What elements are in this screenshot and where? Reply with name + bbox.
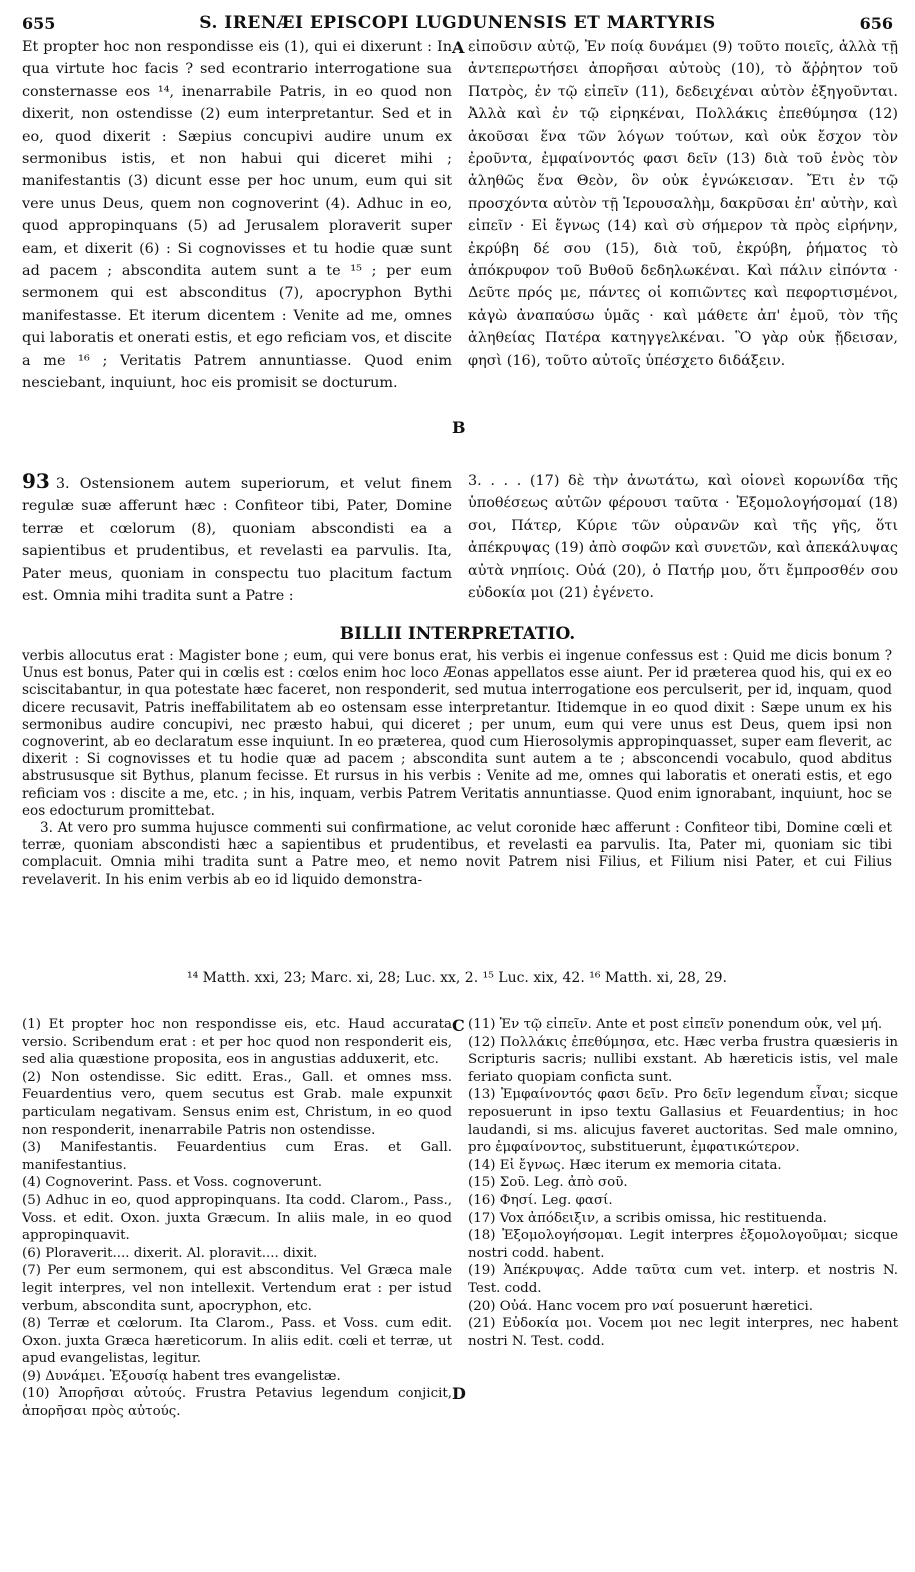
note-item: (13) Ἐμφαίνοντός φασι δεῖν. Pro δεῖν legendum εἶναι; sicque reposuerunt in ipso textu Gallasius et Feuardentius; in hoc laudandi, si ms. alicujus faveret auctoritas. Sed male omnino, pro ἐμφαίνοντος, substituerunt, ἐμφατικώτερον. — [468, 1087, 898, 1156]
note-item: (9) Δυνάμει. Ἐξουσίᾳ habent tres evangelistæ. — [22, 1368, 341, 1384]
note-item: (11) Ἐν τῷ εἰπεῖν. Ante et post εἰπεῖν ponendum οὐκ, vel μή. — [468, 1017, 883, 1032]
billii-interpretation — [22, 648, 892, 889]
note-item: (12) Πολλάκις ἐπεθύμησα, etc. Hæc verba frustra quæsieris in Scripturis sacris; nullibi exstant. Ab hæreticis istis, vel male feriato quopiam conficta sunt. — [468, 1034, 898, 1085]
note-item: (10) Ἀπορῆσαι αὐτούς. Frustra Petavius legendum conjicit, ἀπορῆσαι πρὸς αὐτούς. — [22, 1386, 452, 1420]
note-item: (7) Per eum sermonem, qui est absconditus. Vel Græca male legit interpres, vel non intellexit. Vertendum erat : per istud verbum, abscondita sunt, apocryphon, etc. — [22, 1263, 452, 1314]
notes-left-column — [22, 1016, 452, 1421]
greek-text-column-2 — [468, 470, 898, 604]
greek-paragraph-1: εἰποῦσιν αὐτῷ, Ἐν ποίᾳ δυνάμει (9) τοῦτο ποιεῖς, ἀλλὰ τῇ ἀντεπερωτήσει ἀπορῆσαι αὐτοὺς (10), τὸ ἄῤῥητον τοῦ Πατρὸς, ἐν τῷ εἰπεῖν (11), δεδειχέναι αὐτὸν ἐξηγοῦνται. Ἀλλὰ καὶ ἐν τῷ εἰρηκέναι, Πολλάκις ἐπεθύμησα (12) ἀκοῦσαι ἕνα τῶν λόγων τούτων, καὶ οὐκ ἔσχον τὸν ἐροῦντα, ἐμφαίνοντός φασι δεῖν (13) διὰ τοῦ ἑνὸς τὸν ἀληθῶς ἕνα Θεὸν, ὃν οὐκ ἐγνώκεισαν. Ἔτι ἐν τῷ προσχόντα αὐτὸν τῇ Ἱερουσαλὴμ, δακρῦσαι ἐπ' αὐτὴν, καὶ εἰπεῖν · Εἰ ἔγνως (14) καὶ σὺ σήμερον τὰ πρὸς εἰρήνην, ἐκρύβη δέ σου (15), διὰ τοῦ, ἐκρύβη, ῥήματος τὸ ἀπόκρυφον τοῦ Βυθοῦ δεδηλωκέναι. Καὶ πάλιν εἰπόντα · Δεῦτε πρός με, πάντες οἱ κοπιῶντες καὶ πεφορτισμένοι, κἀγὼ ἀναπαύσω ὑμᾶς · καὶ μάθετε ἀπ' ἐμοῦ, τὸν τῆς ἀληθείας Πατέρα κατηγγελκέναι. Ὃ γὰρ οὐκ ᾔδεισαν, φησὶ (16), τοῦτο αὐτοῖς ὑπέσχετο διδάξειν. — [468, 39, 898, 369]
running-title: S. IRENÆI EPISCOPI LUGDUNENSIS ET MARTYRIS — [199, 13, 716, 33]
latin-paragraph-2 — [22, 470, 452, 607]
note-item: (3) Manifestantis. Feuardentius cum Eras. et Gall. manifestantius. — [22, 1140, 452, 1173]
scripture-references: ¹⁴ Matth. xxi, 23; Marc. xi, 28; Luc. xx, 2. ¹⁵ Luc. xix, 42. ¹⁶ Matth. xi, 28, 29. — [187, 970, 727, 986]
latin-text-column-2 — [22, 470, 452, 607]
note-item: (6) Ploraverit.... dixerit. Al. ploravit.... dixit. — [22, 1245, 318, 1261]
note-item: (14) Εἰ ἔγνως. Hæc iterum ex memoria citata. — [468, 1157, 782, 1173]
greek-text-column-1 — [468, 36, 898, 372]
note-item: (18) Ἐξομολογήσομαι. Legit interpres ἐξομολογοῦμαι; sicque nostri codd. habent. — [468, 1228, 898, 1261]
note-item: (20) Οὐά. Hanc vocem pro ναί posuerunt hæretici. — [468, 1298, 814, 1314]
note-item: (8) Terræ et cœlorum. Ita Clarom., Pass. et Voss. cum edit. Oxon. juxta Græca hæreticorum. In aliis edit. cœli et terræ, ut apud evangelistas, legitur. — [22, 1316, 452, 1367]
page-number-right: 656 — [859, 13, 893, 33]
margin-marker-b: B — [452, 418, 466, 437]
note-item: (15) Σοῦ. Leg. ἀπὸ σοῦ. — [468, 1175, 628, 1191]
note-item: (5) Adhuc in eo, quod appropinquans. Ita codd. Clarom., Pass., Voss. et edit. Oxon. juxta Græcum. In aliis male, in eo quod appropinquavit. — [22, 1192, 452, 1244]
section-number: 93 — [22, 469, 50, 493]
margin-marker-a: A — [452, 38, 465, 57]
latin-paragraph-1: Et propter hoc non respondisse eis (1), qui ei dixerunt : In qua virtute hoc facis ? sed econtrario interrogatione sua consternasse eos ¹⁴, inenarrabile Patris, in eo quod non dixerit, non ostendisse (2) eum interpretantur. Sed et in eo, quod dixerit : Sæpius concupivi audire unum ex sermonibus istis, et non habui qui diceret mihi ; manifestantis (3) dicunt esse per hoc unum, eum qui sit vere unus Deus, quem non cognoverint (4). Adhuc in eo, quod appropinquans (5) ad Jerusalem ploraverit super eam, et dixerit (6) : Si cognovisses et tu hodie quæ sunt ad pacem ; abscondita autem sunt a te ¹⁵ ; per eum sermonem qui est absconditus (7), apocryphon Bythi manifestasse. Et iterum dicentem : Venite ad me, omnes qui laboratis et onerati estis, et ego reficiam vos, et discite a me ¹⁶ ; Veritatis Patrem annuntiasse. Quod enim nesciebant, inquiunt, hoc eis promisit se docturum. — [22, 39, 452, 392]
note-item: (19) Ἀπέκρυψας. Adde ταῦτα cum vet. interp. et nostris N. Test. codd. — [468, 1263, 898, 1296]
note-item: (17) Vox ἀπόδειξιν, a scribis omissa, hic restituenda. — [468, 1210, 827, 1226]
margin-marker-d: D — [452, 1384, 466, 1403]
note-item: (16) Φησί. Leg. φασί. — [468, 1192, 613, 1208]
billii-paragraph-1: verbis allocutus erat : Magister bone ; eum, qui vere bonus erat, his verbis ei ingenue confessus est : Quid me dicis bonum ? Unus est bonus, Pater qui in cœlis est : cœlos enim hoc loco Æonas appellatos esse aiunt. Per id præterea quod his, qui ex eo sciscitabantur, in qua potestate hæc faceret, non responderit, sed mutua interrogatione eos perculserit, per id, inquam, quod dicere recusavit, Patris ineffabilitatem ab eo ostensam esse interpretantur. Itidemque in eo quod dixit : Sæpe unum ex his sermonibus audire concupivi, nec præsto habui, qui diceret ; per unum, eum qui vere unus est Deus, quem ipsi non cognoverint, ab eo declaratum esse inquiunt. In eo præterea, quod cum Hierosolymis appropinquasset, super eam fleverit, ac dixerit : Si cognovisses et tu hodie quæ ad pacem ; abscondita sunt autem a te ; absconcendi vocabulo, quod abditus abstrususque sit Bythus, planum fecisse. Et rursus in his verbis : Venite ad me, omnes qui laboratis et onerati estis, et ego reficiam vos : discite a me, etc. ; in his, inquam, verbis Patrem Veritatis annuntiasse. Quod enim ignorabant, inquiunt, hoc se eos edocturum promittebat. — [22, 648, 892, 819]
page-number-left: 655 — [22, 13, 56, 33]
latin-text-column-1 — [22, 36, 452, 395]
note-item: (4) Cognoverint. Pass. et Voss. cognoverunt. — [22, 1175, 323, 1191]
notes-right-column — [468, 1016, 898, 1350]
note-item: (1) Et propter hoc non respondisse eis, etc. Haud accurata versio. Scribendum erat : et per hoc quod non responderit eis, sed alia quæstione proposita, eos in angustias adduxerit, etc. — [22, 1017, 452, 1068]
greek-paragraph-2: 3. . . . (17) δὲ τὴν ἀνωτάτω, καὶ οἱονεὶ κορωνίδα τῆς ὑποθέσεως αὐτῶν φέρουσι ταῦτα · Ἐξομολογήσομαί (18) σοι, Πάτερ, Κύριε τῶν οὐρανῶν καὶ τῆς γῆς, ὅτι ἀπέκρυψας (19) ἀπὸ σοφῶν καὶ συνετῶν, καὶ ἀπεκάλυψας αὐτὰ νηπίοις. Οὐά (20), ὁ Πατήρ μου, ὅτι ἔμπροσθέν σου εὐδοκία μοι (21) ἐγένετο. — [468, 473, 898, 602]
billii-paragraph-2: 3. At vero pro summa hujusce commenti sui confirmatione, ac velut coronide hæc afferunt : Confiteor tibi, Domine cœli et terræ, quoniam abscondisti hæc a sapientibus et prudentibus, et revelasti ea parvulis. Ita, Pater mi, quoniam sic tibi complacuit. Omnia mihi tradita sunt a Patre meo, et nemo novit Patrem nisi Filius, et Filium nisi Pater, et cui Filius revelaverit. In his enim verbis ab eo id liquido demonstra- — [22, 820, 892, 888]
page-header — [22, 10, 893, 36]
margin-marker-c: C — [452, 1016, 465, 1035]
latin-paragraph-2-text: 3. Ostensionem autem superiorum, et velut finem regulæ suæ afferunt hæc : Confiteor tibi, Pater, Domine terræ et cœlorum (8), quoniam abscondisti ea a sapientibus et prudentibus, et revelasti ea parvulis. Ita, Pater meus, quoniam in conspectu tuo placitum factum est. Omnia mihi tradita sunt a Patre : — [22, 476, 452, 605]
billii-heading: BILLII INTERPRETATIO. — [339, 624, 576, 644]
note-item: (2) Non ostendisse. Sic editt. Eras., Gall. et omnes mss. Feuardentius vero, quem secutus est Grab. male expunxit particulam negativam. Sensus enim est, Christum, in eo quod non responderit, inenarrabile Patris non ostendisse. — [22, 1069, 452, 1138]
note-item: (21) Εὐδοκία μοι. Vocem μοι nec legit interpres, nec habent nostri N. Test. codd. — [468, 1316, 898, 1349]
